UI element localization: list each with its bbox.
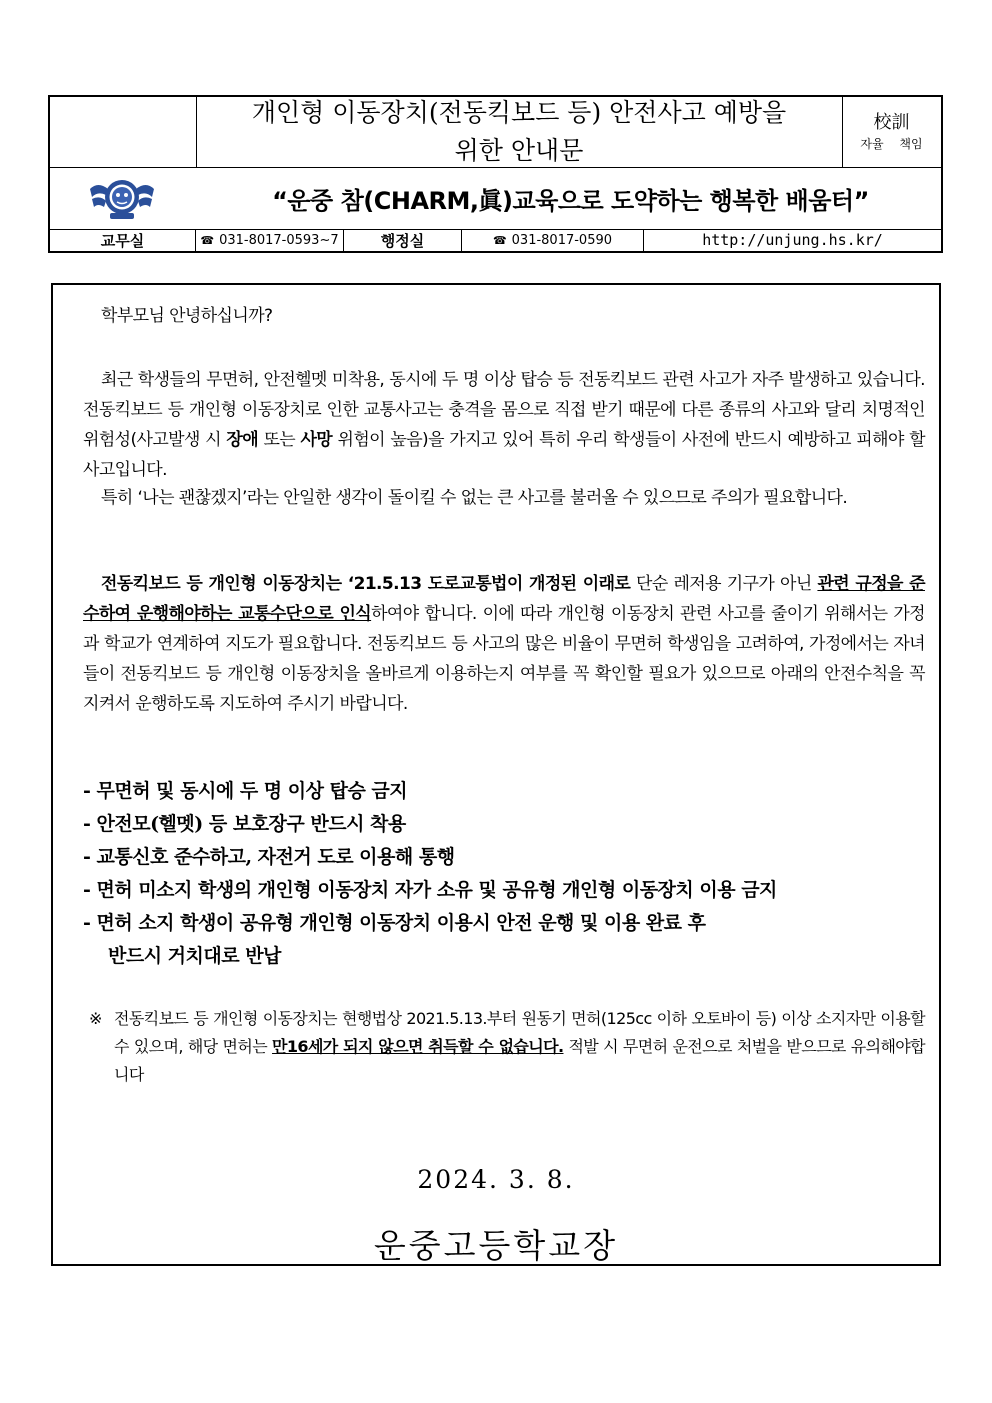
principal-signature: 운중고등학교장 — [373, 1226, 619, 1265]
admin-phone: 031-8017-0590 — [511, 232, 613, 248]
paragraph-1-text: 최근 학생들의 무면허, 안전헬멧 미착용, 동시에 두 명 이상 탑승 등 전동킥보드 관련 사고가 자주 발생하고 있습니다. 전동킥보드 등 개인형 이동장치로 인한 교통사고는 충격을 몸으로 직접 받기 때문에 다른 종류의 사고와 달리 치명적인 위험성(사고발생 시 — [83, 370, 925, 450]
safety-rules-list — [83, 775, 883, 973]
notice-body — [51, 283, 941, 1266]
header-table — [48, 95, 943, 253]
school-url[interactable]: http://unjung.hs.kr/ — [702, 231, 883, 249]
emphasis-disability: 장애 — [226, 430, 259, 450]
telephone-icon: ☎ — [200, 233, 215, 247]
emphasis-law-revision: 전동킥보드 등 개인형 이동장치는 ‘21.5.13 도로교통법이 개정된 이래로 — [101, 574, 631, 594]
motto-label: 校訓 — [873, 112, 910, 133]
header-contact-row — [50, 229, 941, 251]
emphasis-age-limit: 만16세가 되지 않으면 취득할 수 없습니다. — [272, 1037, 564, 1056]
issue-date: 2024. 3. 8. — [417, 1165, 575, 1194]
school-motto — [842, 97, 941, 167]
list-item: - 안전모(헬멧) 등 보호장구 반드시 착용 — [83, 813, 406, 835]
list-item: - 교통신호 준수하고, 자전거 도로 이용해 통행 — [83, 846, 455, 868]
paragraph-1-text-3: 위험이 높음)을 가지고 있어 특히 우리 학생들이 사전에 반드시 예방하고 피해야 할 사고입니다. — [83, 430, 925, 480]
document-title — [196, 97, 843, 167]
admin-phone-cell — [462, 229, 644, 251]
school-slogan: “운중 참(CHARM,眞)교육으로 도약하는 행복한 배움터” — [272, 186, 869, 215]
list-item: - 무면허 및 동시에 두 명 이상 탑승 금지 — [83, 780, 408, 802]
emphasis-death: 사망 — [300, 430, 333, 450]
paragraph-3-text-2: 하여야 합니다. 이에 따라 개인형 이동장치 관련 사고를 줄이기 위해서는 가정과 학교가 연계하여 지도가 필요합니다. 전동킥보드 등 사고의 많은 비율이 무면허 학생임을 고려하여, 가정에서는 자녀들이 전동킥보드 등 개인형 이동장치을 올바르게 이용하는지 여부를 꼭 확인할 필요가 있으므로 아래의 안전수칙을 꼭 지켜서 운행하도록 지도하여 주시기 바랍니다. — [83, 604, 925, 714]
list-item: - 면허 미소지 학생의 개인형 이동장치 자가 소유 및 공유형 개인형 이동장치 이용 금지 — [83, 879, 777, 901]
reference-mark: ※ — [89, 1009, 102, 1028]
paragraph-2 — [83, 483, 925, 513]
note-text-2: 적발 시 무면허 운전으로 처벌을 받으므로 유의해야합니다 — [114, 1037, 926, 1084]
paragraph-3 — [83, 569, 925, 719]
header-title-row — [50, 97, 941, 168]
school-emblem-icon — [88, 175, 156, 221]
title-line-1: 개인형 이동장치(전동킥보드 등) 안전사고 예방을 — [251, 98, 787, 127]
office-label: 교무실 — [50, 229, 196, 251]
greeting — [83, 301, 925, 331]
telephone-icon: ☎ — [492, 233, 507, 247]
emphasis-transport-means: 관련 규정을 준수하여 운행해야하는 교통수단으로 인식 — [83, 574, 925, 624]
office-phone-cell — [196, 229, 344, 251]
motto-words: 자율 책임 — [860, 137, 923, 151]
header-empty-cell — [50, 97, 197, 167]
list-item: - 면허 소지 학생이 공유형 개인형 이동장치 이용시 안전 운행 및 이용 완료 후 — [83, 912, 706, 934]
office-phone: 031-8017-0593~7 — [219, 232, 339, 248]
note-text: 전동킥보드 등 개인형 이동장치는 현행법상 2021.5.13.부터 원동기 면허(125cc 이하 오토바이 등) 이상 소지자만 이용할 수 있으며, 해당 면허는 — [114, 1009, 925, 1056]
reference-note — [89, 1005, 925, 1089]
header-slogan-row — [50, 167, 941, 230]
greeting-text: 학부모님 안녕하십니까? — [101, 306, 273, 326]
paragraph-3-text: 단순 레저용 기구가 아닌 — [630, 574, 818, 594]
admin-office-label: 행정실 — [344, 229, 462, 251]
paragraph-1 — [83, 365, 925, 485]
list-item-continuation: 반드시 거치대로 반납 — [108, 945, 281, 967]
paragraph-1-text-2: 또는 — [258, 430, 301, 450]
paragraph-2-text: 특히 ‘나는 괜찮겠지’라는 안일한 생각이 돌이킬 수 없는 큰 사고를 불러올 수 있으므로 주의가 필요합니다. — [101, 488, 848, 508]
title-line-2: 위한 안내문 — [454, 136, 584, 165]
